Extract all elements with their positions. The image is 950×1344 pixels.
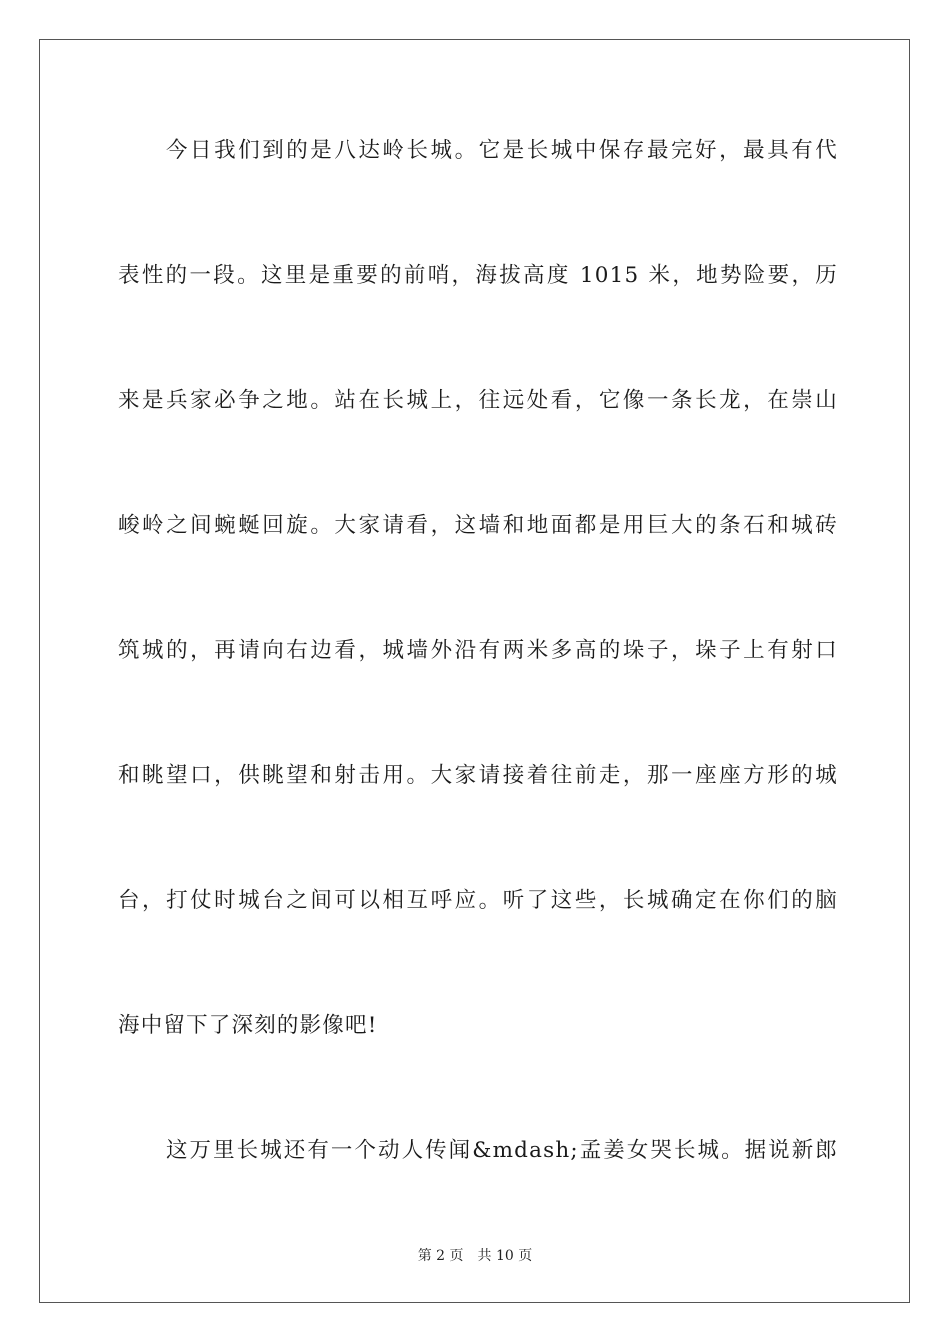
paragraph-2-line-1: 这万里长城还有一个动人传闻&mdash;孟姜女哭长城。据说新郎 [166, 1138, 838, 1163]
paragraph-1-line-5: 筑城的，再请向右边看，城墙外沿有两米多高的垛子，垛子上有射口 [118, 638, 838, 663]
paragraph-1-line-1: 今日我们到的是八达岭长城。它是长城中保存最完好，最具有代 [166, 138, 838, 163]
paragraph-1-line-7: 台，打仗时城台之间可以相互呼应。听了这些，长城确定在你们的脑 [118, 888, 838, 913]
paragraph-1-line-6: 和眺望口，供眺望和射击用。大家请接着往前走，那一座座方形的城 [118, 763, 838, 788]
page-number: 第 2 页 [417, 1248, 464, 1264]
paragraph-1-line-2: 表性的一段。这里是重要的前哨，海拔高度 1015 米，地势险要，历 [118, 263, 838, 288]
paragraph-1-line-8: 海中留下了深刻的影像吧! [118, 1013, 378, 1038]
document-body [118, 116, 838, 1241]
page-footer [0, 1245, 950, 1265]
paragraph-1-line-3: 来是兵家必争之地。站在长城上，往远处看，它像一条长龙，在崇山 [118, 388, 838, 413]
paragraph-1-line-4: 峻岭之间蜿蜒回旋。大家请看，这墙和地面都是用巨大的条石和城砖 [118, 513, 838, 538]
page-total: 共 10 页 [477, 1248, 533, 1264]
